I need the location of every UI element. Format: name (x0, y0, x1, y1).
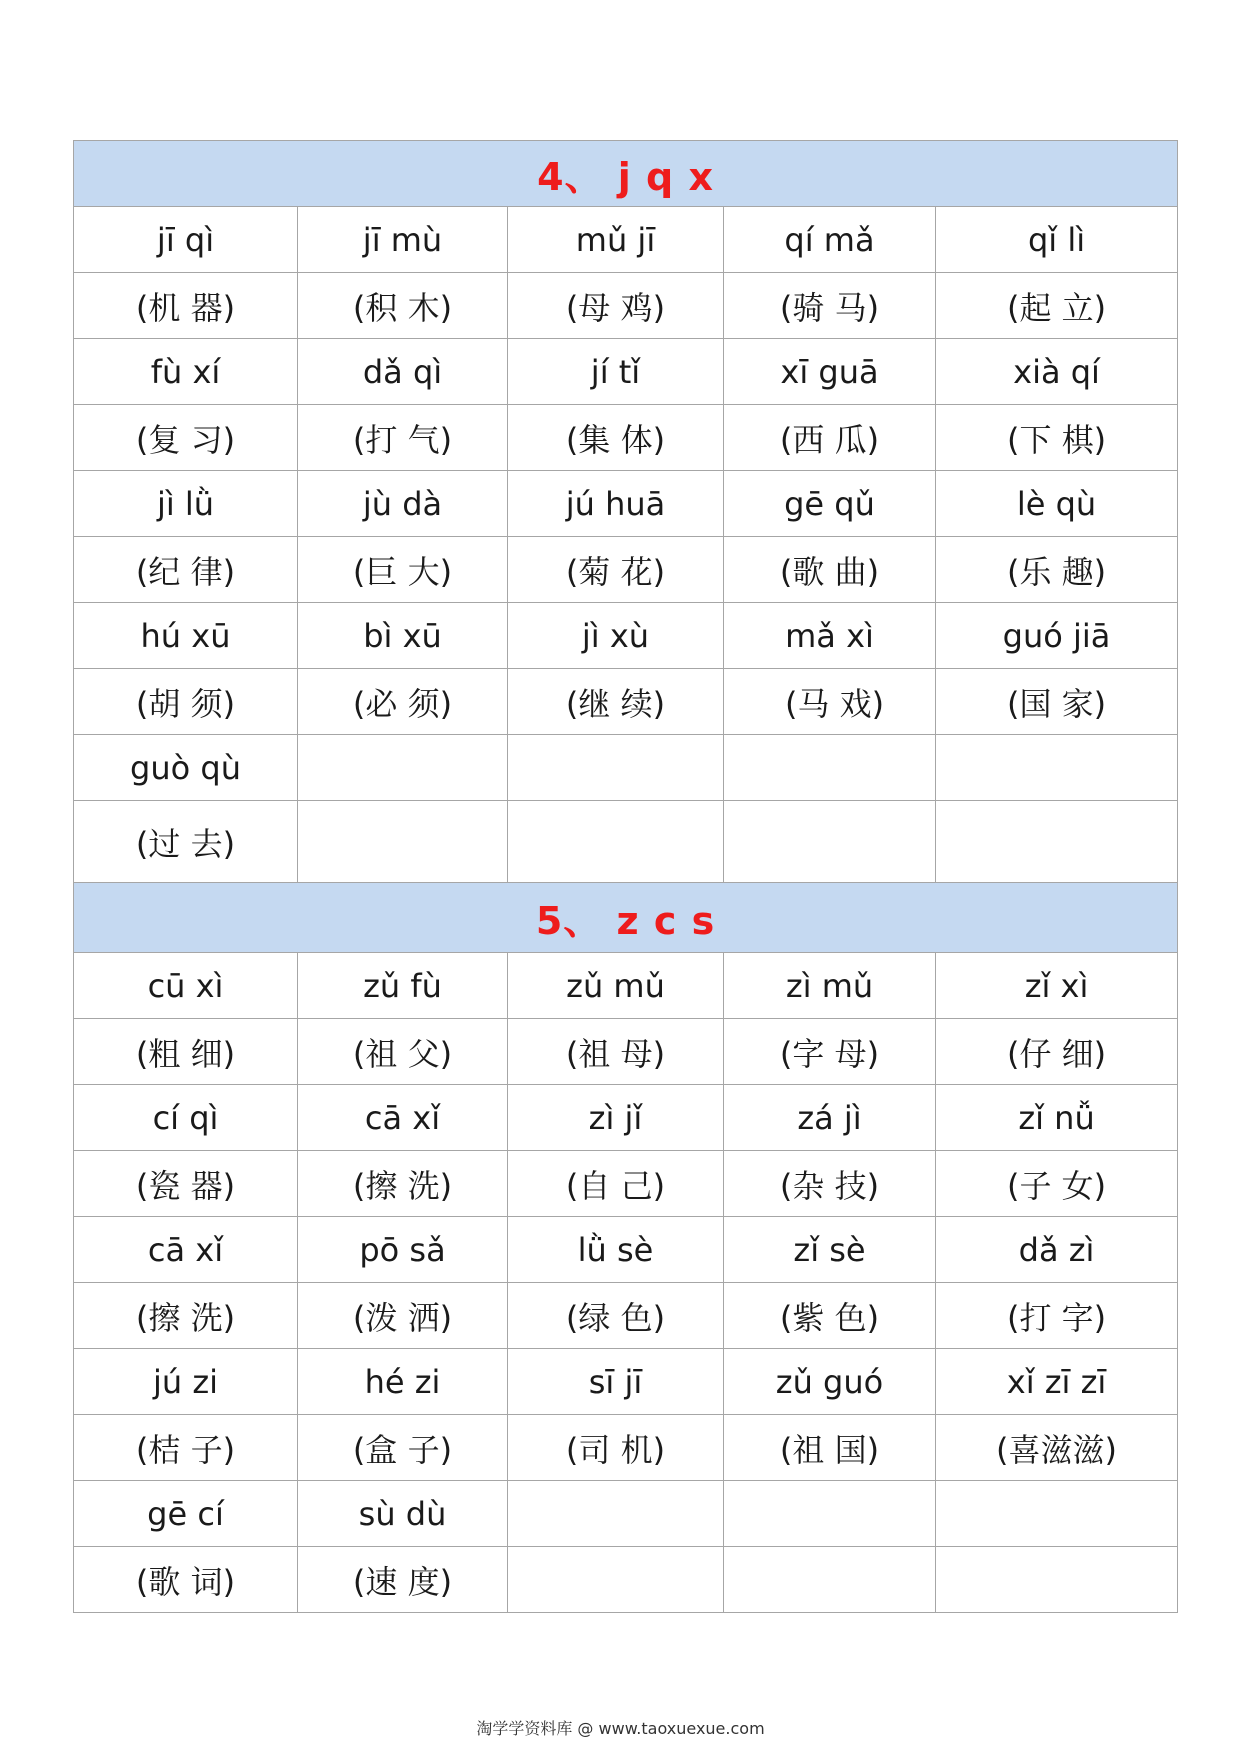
hanzi-cell: (子 女) (936, 1151, 1178, 1217)
hanzi-cell: (继 续) (508, 669, 724, 735)
pinyin-cell: sī jī (508, 1349, 724, 1415)
pinyin-cell: jí tǐ (508, 339, 724, 405)
hanzi-cell: (祖 母) (508, 1019, 724, 1085)
table-row (74, 207, 1178, 273)
table-row (74, 537, 1178, 603)
hanzi-cell: (骑 马) (724, 273, 936, 339)
hanzi-cell: (粗 细) (74, 1019, 298, 1085)
table-row (74, 1481, 1178, 1547)
table-row (74, 273, 1178, 339)
table-row (74, 1019, 1178, 1085)
pinyin-cell: sù dù (298, 1481, 508, 1547)
table-row (74, 669, 1178, 735)
empty-cell (936, 735, 1178, 801)
hanzi-cell: (马 戏) (724, 669, 936, 735)
pinyin-cell: qǐ lì (936, 207, 1178, 273)
pinyin-cell: zǐ xì (936, 953, 1178, 1019)
pinyin-cell: zǔ guó (724, 1349, 936, 1415)
empty-cell (724, 1547, 936, 1613)
hanzi-cell: (乐 趣) (936, 537, 1178, 603)
hanzi-cell: (母 鸡) (508, 273, 724, 339)
pinyin-word-table (73, 140, 1178, 1613)
empty-cell (508, 735, 724, 801)
hanzi-cell: (国 家) (936, 669, 1178, 735)
table-row (74, 1085, 1178, 1151)
pinyin-cell: zì mǔ (724, 953, 936, 1019)
pinyin-cell: guò qù (74, 735, 298, 801)
hanzi-cell: (必 须) (298, 669, 508, 735)
hanzi-cell: (打 气) (298, 405, 508, 471)
table-row (74, 339, 1178, 405)
pinyin-cell: zǐ nǚ (936, 1085, 1178, 1151)
hanzi-cell: (杂 技) (724, 1151, 936, 1217)
empty-cell (724, 735, 936, 801)
pinyin-cell: qí mǎ (724, 207, 936, 273)
empty-cell (936, 1547, 1178, 1613)
pinyin-cell: cā xǐ (298, 1085, 508, 1151)
pinyin-cell: gē qǔ (724, 471, 936, 537)
pinyin-cell: jù dà (298, 471, 508, 537)
table-row (74, 405, 1178, 471)
table-row (74, 603, 1178, 669)
pinyin-cell: gē cí (74, 1481, 298, 1547)
table-row (74, 1283, 1178, 1349)
hanzi-cell: (瓷 器) (74, 1151, 298, 1217)
pinyin-cell: xī guā (724, 339, 936, 405)
hanzi-cell: (歌 词) (74, 1547, 298, 1613)
hanzi-cell: (复 习) (74, 405, 298, 471)
empty-cell (724, 1481, 936, 1547)
footer-watermark: 淘学学资料库 @ www.taoxuexue.com (476, 1719, 765, 1738)
empty-cell (508, 801, 724, 883)
hanzi-cell: (紫 色) (724, 1283, 936, 1349)
hanzi-cell: (积 木) (298, 273, 508, 339)
pinyin-cell: xià qí (936, 339, 1178, 405)
pinyin-cell: zá jì (724, 1085, 936, 1151)
hanzi-cell: (擦 洗) (74, 1283, 298, 1349)
pinyin-cell: zì jǐ (508, 1085, 724, 1151)
pinyin-cell: cí qì (74, 1085, 298, 1151)
section-title: 5、 z c s (74, 883, 1178, 953)
hanzi-cell: (机 器) (74, 273, 298, 339)
pinyin-cell: jú huā (508, 471, 724, 537)
pinyin-cell: xǐ zī zī (936, 1349, 1178, 1415)
hanzi-cell: (下 棋) (936, 405, 1178, 471)
table-row (74, 471, 1178, 537)
pinyin-cell: pō sǎ (298, 1217, 508, 1283)
hanzi-cell: (字 母) (724, 1019, 936, 1085)
empty-cell (724, 801, 936, 883)
table-row (74, 801, 1178, 883)
pinyin-cell: fù xí (74, 339, 298, 405)
pinyin-cell: dǎ qì (298, 339, 508, 405)
empty-cell (936, 801, 1178, 883)
hanzi-cell: (祖 国) (724, 1415, 936, 1481)
empty-cell (298, 735, 508, 801)
hanzi-cell: (打 字) (936, 1283, 1178, 1349)
hanzi-cell: (歌 曲) (724, 537, 936, 603)
hanzi-cell: (胡 须) (74, 669, 298, 735)
hanzi-cell: (集 体) (508, 405, 724, 471)
hanzi-cell: (绿 色) (508, 1283, 724, 1349)
hanzi-cell: (纪 律) (74, 537, 298, 603)
pinyin-cell: jú zi (74, 1349, 298, 1415)
hanzi-cell: (擦 洗) (298, 1151, 508, 1217)
pinyin-cell: zǔ mǔ (508, 953, 724, 1019)
pinyin-cell: zǔ fù (298, 953, 508, 1019)
pinyin-cell: hé zi (298, 1349, 508, 1415)
hanzi-cell: (过 去) (74, 801, 298, 883)
pinyin-cell: cū xì (74, 953, 298, 1019)
pinyin-cell: lǜ sè (508, 1217, 724, 1283)
hanzi-cell: (西 瓜) (724, 405, 936, 471)
section-header (74, 883, 1178, 953)
pinyin-cell: zǐ sè (724, 1217, 936, 1283)
pinyin-cell: bì xū (298, 603, 508, 669)
section-header (74, 141, 1178, 207)
pinyin-cell: jì xù (508, 603, 724, 669)
pinyin-cell: jī mù (298, 207, 508, 273)
hanzi-cell: (祖 父) (298, 1019, 508, 1085)
table-row (74, 735, 1178, 801)
pinyin-cell: mǎ xì (724, 603, 936, 669)
hanzi-cell: (起 立) (936, 273, 1178, 339)
empty-cell (936, 1481, 1178, 1547)
empty-cell (508, 1481, 724, 1547)
pinyin-cell: jì lǜ (74, 471, 298, 537)
hanzi-cell: (巨 大) (298, 537, 508, 603)
table-row (74, 1151, 1178, 1217)
pinyin-cell: guó jiā (936, 603, 1178, 669)
pinyin-cell: jī qì (74, 207, 298, 273)
hanzi-cell: (速 度) (298, 1547, 508, 1613)
hanzi-cell: (喜滋滋) (936, 1415, 1178, 1481)
pinyin-cell: mǔ jī (508, 207, 724, 273)
hanzi-cell: (仔 细) (936, 1019, 1178, 1085)
table-row (74, 1349, 1178, 1415)
table-row (74, 1415, 1178, 1481)
hanzi-cell: (泼 洒) (298, 1283, 508, 1349)
table-row (74, 1547, 1178, 1613)
hanzi-cell: (自 己) (508, 1151, 724, 1217)
pinyin-cell: hú xū (74, 603, 298, 669)
hanzi-cell: (桔 子) (74, 1415, 298, 1481)
section-title: 4、 j q x (74, 141, 1178, 207)
table-row (74, 1217, 1178, 1283)
table-row (74, 953, 1178, 1019)
hanzi-cell: (盒 子) (298, 1415, 508, 1481)
pinyin-cell: cā xǐ (74, 1217, 298, 1283)
pinyin-cell: lè qù (936, 471, 1178, 537)
empty-cell (298, 801, 508, 883)
hanzi-cell: (司 机) (508, 1415, 724, 1481)
empty-cell (508, 1547, 724, 1613)
hanzi-cell: (菊 花) (508, 537, 724, 603)
pinyin-cell: dǎ zì (936, 1217, 1178, 1283)
